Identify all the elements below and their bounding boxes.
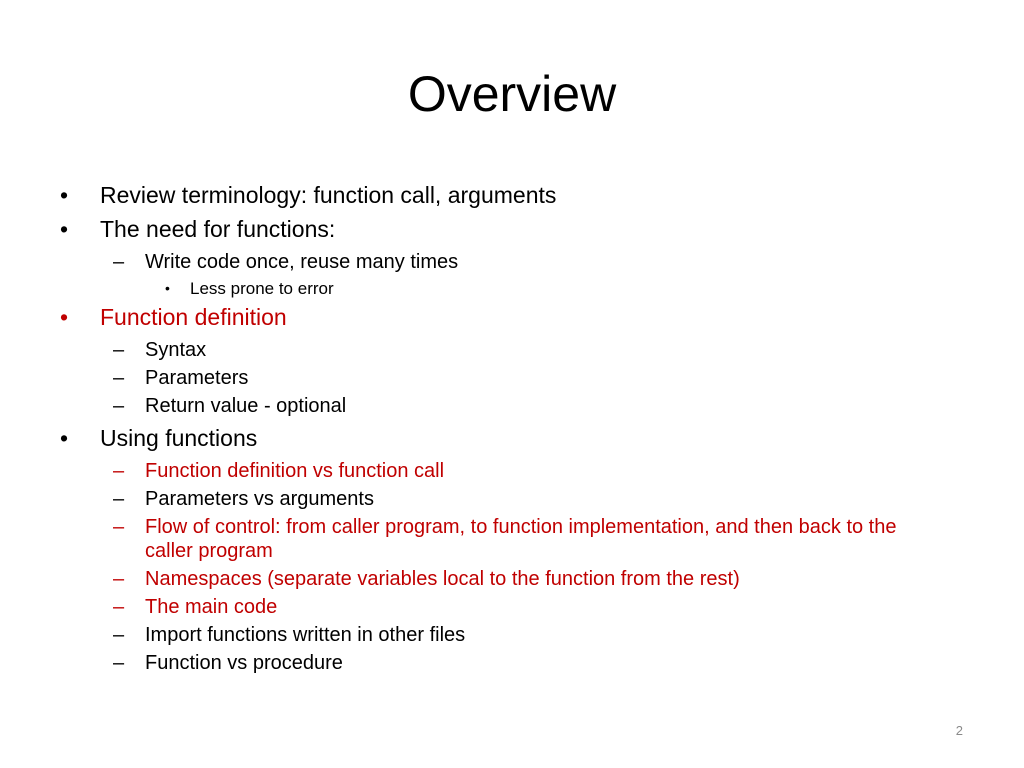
bullet-item-level-1 <box>0 178 1024 212</box>
bullet-dash-icon: – <box>113 568 125 590</box>
bullet-dash-icon: – <box>113 624 125 646</box>
bullet-item-level-2 <box>0 567 1024 591</box>
bullet-dash-icon: – <box>113 652 125 674</box>
bullet-text: Syntax <box>145 339 207 361</box>
bullet-dash-icon: – <box>113 251 125 273</box>
bullet-item-level-2 <box>0 595 1024 619</box>
bullet-text: Function vs procedure <box>145 652 343 674</box>
bullet-dash-icon: – <box>113 460 125 482</box>
bullet-item-level-2 <box>0 459 1024 483</box>
bullet-text: Return value - optional <box>145 395 347 417</box>
bullet-item-level-2 <box>0 651 1024 675</box>
bullet-dash-icon: – <box>113 339 125 361</box>
bullet-dash-icon: – <box>113 488 125 510</box>
bullet-item-level-1 <box>0 300 1024 334</box>
bullet-text: The need for functions: <box>100 216 336 242</box>
bullet-item-level-2 <box>0 623 1024 647</box>
bullet-text: Flow of control: from caller program, to function implementation, and then back to the caller program <box>145 516 897 562</box>
bullet-text: Function definition vs function call <box>145 460 445 482</box>
bullet-text: Namespaces (separate variables local to the function from the rest) <box>145 568 740 590</box>
bullet-item-level-1 <box>0 421 1024 455</box>
bullet-dot-icon: • <box>165 280 170 296</box>
bullet-text: Using functions <box>100 425 258 451</box>
bullet-text: Parameters <box>145 367 249 389</box>
bullet-item-level-2 <box>0 366 1024 390</box>
bullet-dash-icon: – <box>113 596 125 618</box>
bullet-item-level-2 <box>0 515 1024 563</box>
bullet-dash-icon: – <box>113 516 125 538</box>
bullet-dot-icon: • <box>60 425 69 451</box>
bullet-item-level-2 <box>0 338 1024 362</box>
page-number: 2 <box>955 723 963 738</box>
bullet-item-level-1 <box>0 212 1024 246</box>
bullet-item-level-2 <box>0 394 1024 418</box>
bullet-text: Write code once, reuse many times <box>145 251 459 273</box>
bullet-dash-icon: – <box>113 395 125 417</box>
bullet-text: Less prone to error <box>190 279 334 298</box>
bullet-dash-icon: – <box>113 367 125 389</box>
bullet-item-level-2 <box>0 487 1024 511</box>
bullet-text: Review terminology: function call, arguments <box>100 182 557 208</box>
bullet-text: Function definition <box>100 304 287 330</box>
bullet-dot-icon: • <box>60 216 69 242</box>
bullet-text: Parameters vs arguments <box>145 488 374 510</box>
bullet-dot-icon: • <box>60 182 69 208</box>
bullet-list <box>0 178 1024 678</box>
bullet-item-level-2 <box>0 250 1024 274</box>
bullet-text: The main code <box>145 596 278 618</box>
slide-title: Overview <box>407 66 617 122</box>
bullet-item-level-3 <box>0 277 1024 300</box>
bullet-dot-icon: • <box>60 304 69 330</box>
bullet-text: Import functions written in other files <box>145 624 466 646</box>
